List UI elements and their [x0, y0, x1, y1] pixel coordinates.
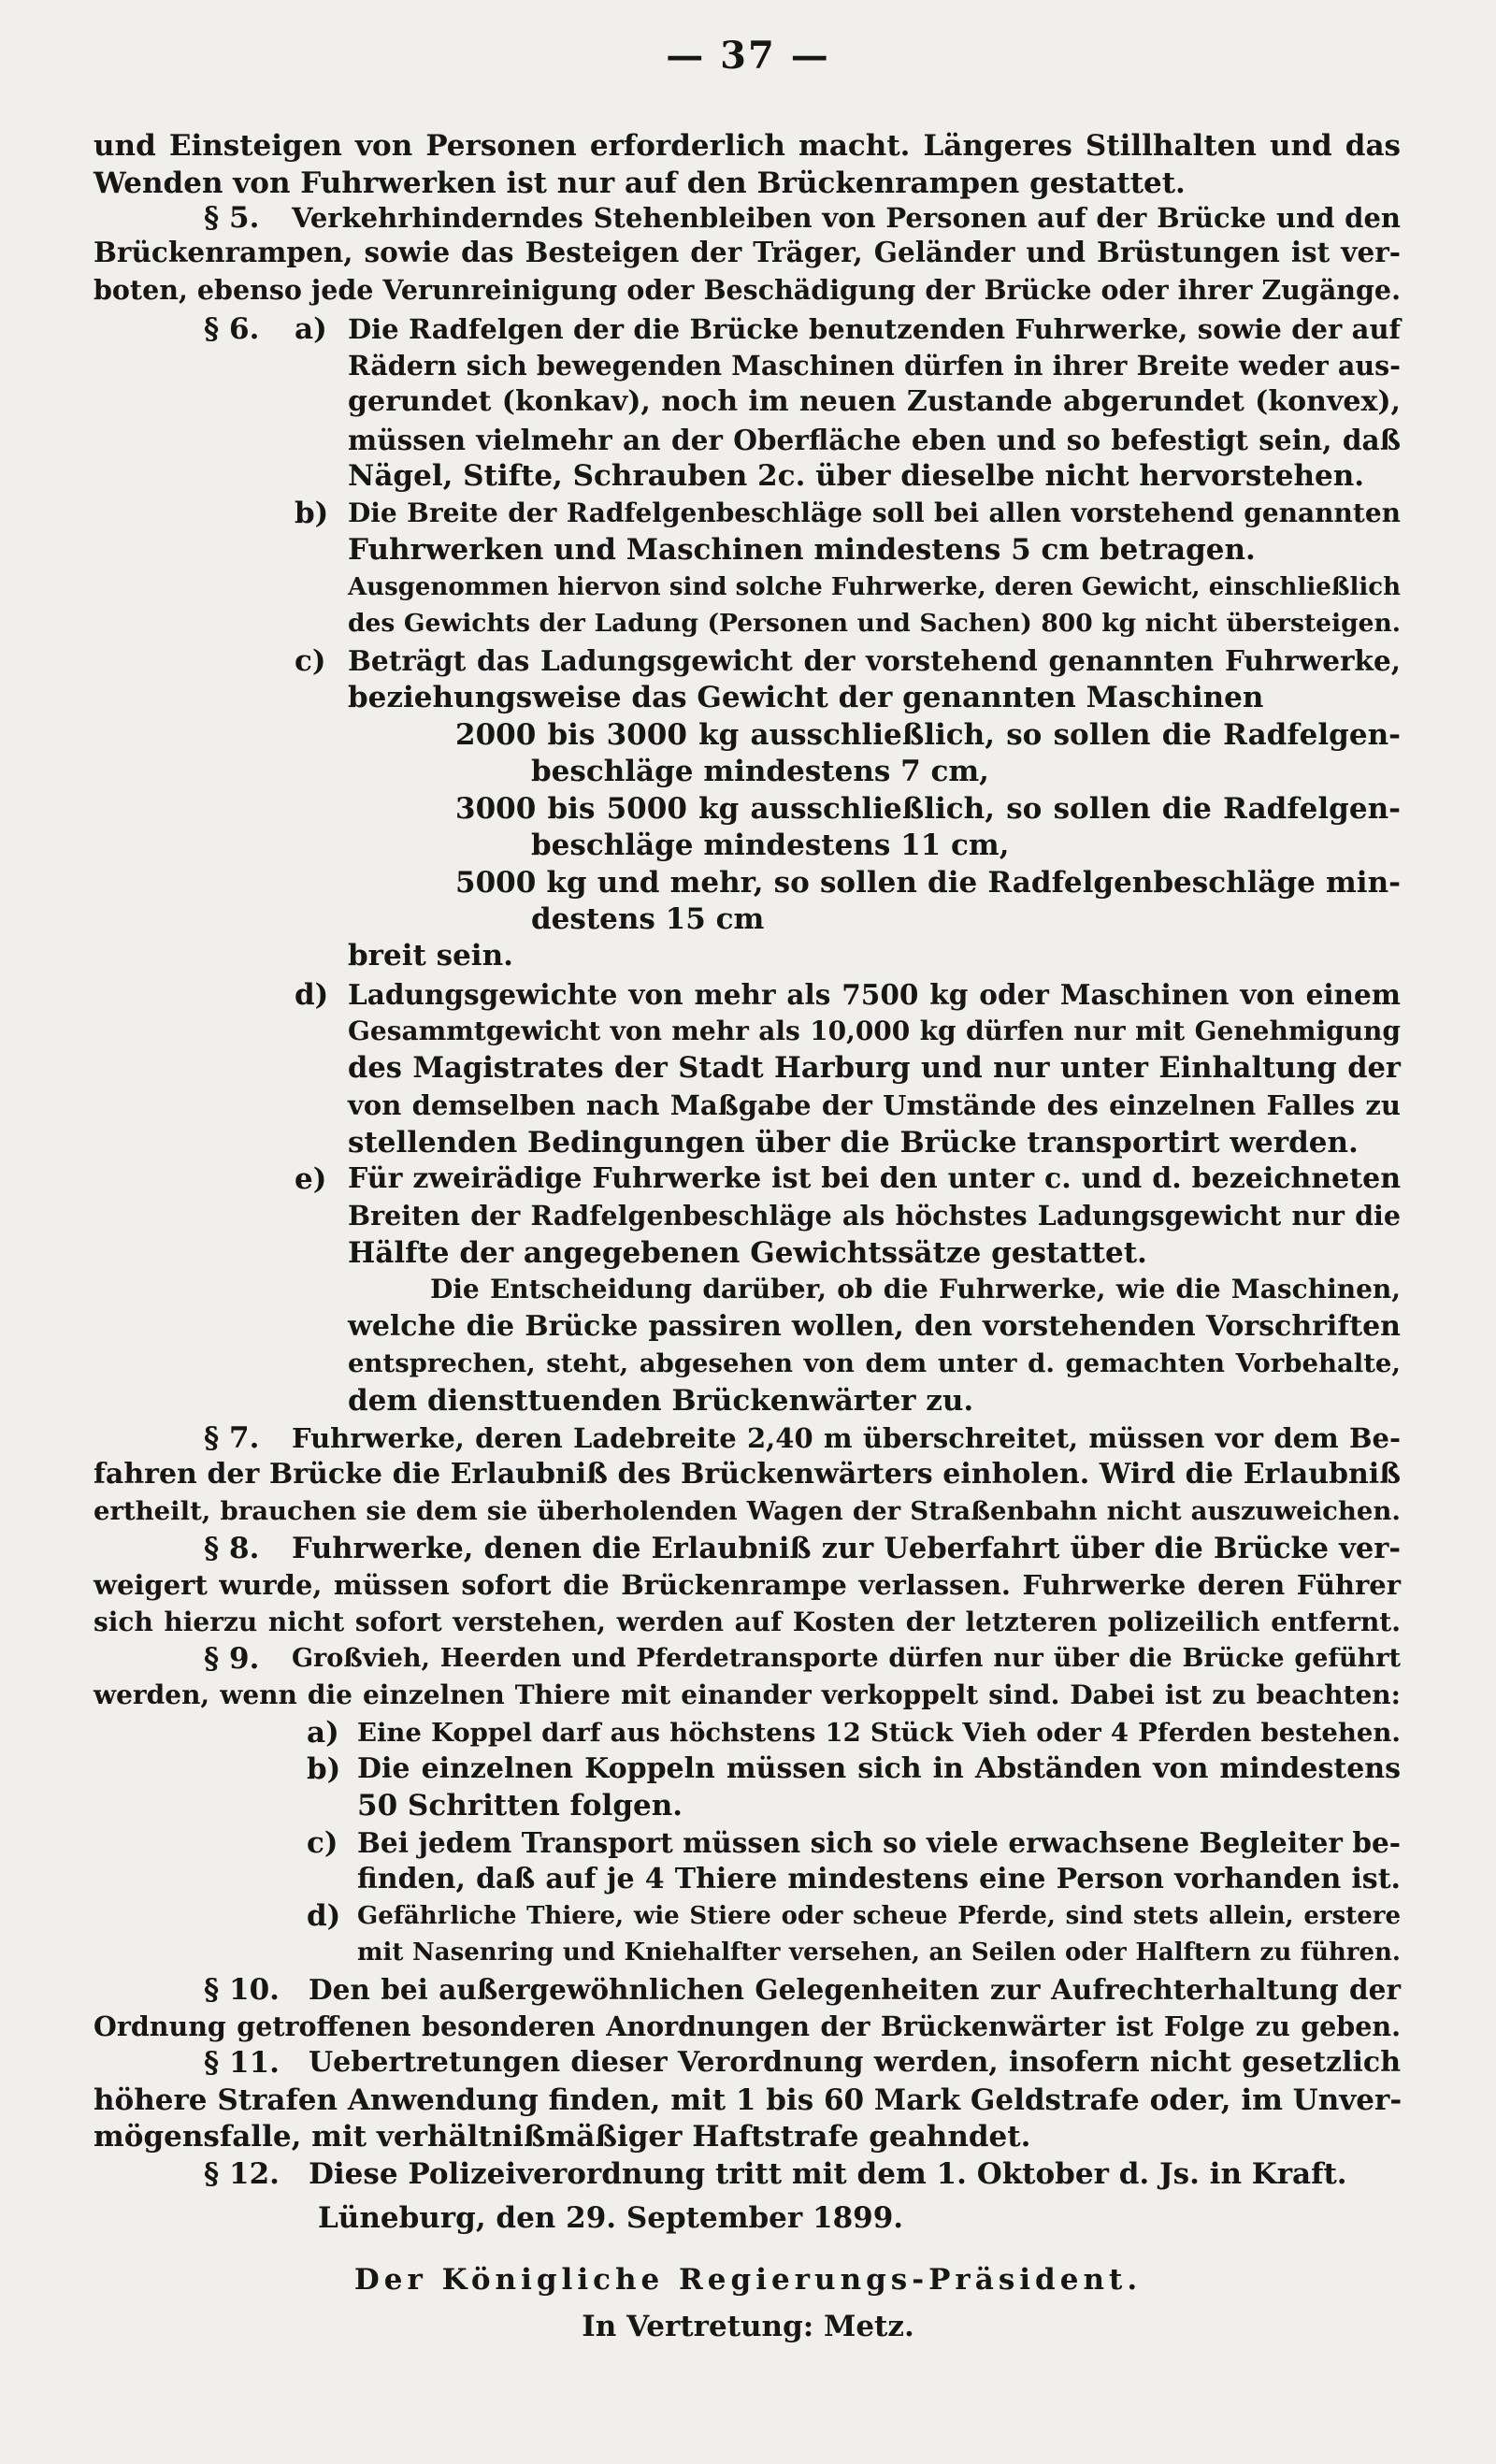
text-line: beschläge mindestens 11 cm, [531, 829, 1010, 862]
item-label: c) [295, 644, 326, 678]
text-line: weigert wurde, müssen sofort die Brückenrampe verlassen. Fuhrwerke deren Führer [94, 1569, 1401, 1601]
text-line: Großvieh, Heerden und Pferdetransporte dürfen nur über die Brücke geführt [292, 1644, 1401, 1673]
item-label: b) [307, 1752, 341, 1786]
text-line: Gefährliche Thiere, wie Stiere oder scheue Pferde, sind stets allein, erstere [357, 1902, 1401, 1930]
text-line: stellenden Bedingungen über die Brücke transportirt werden. [348, 1126, 1359, 1160]
text-line: mit Nasenring und Kniehalfter versehen, an Seilen oder Halftern zu führen. [357, 1938, 1401, 1967]
item-label: b) [295, 497, 329, 530]
page-number: — 37 — [666, 34, 830, 78]
text-line: Nägel, Stifte, Schrauben 2c. über dieselbe nicht hervorstehen. [348, 459, 1365, 493]
text-line: und Einsteigen von Personen erforderlich macht. Längeres Stillhalten und das [94, 129, 1401, 163]
text-line: Hälfte der angegebenen Gewichtssätze gestattet. [348, 1236, 1147, 1270]
text-line: gerundet (konkav), noch im neuen Zustande abgerundet (konvex), [348, 385, 1401, 418]
text-line: müssen vielmehr an der Oberfläche eben und so befestigt sein, daß [348, 424, 1401, 456]
text-line: des Gewichts der Ladung (Personen und Sachen) 800 kg nicht übersteigen. [348, 609, 1401, 638]
text-line: Breiten der Radfelgenbeschläge als höchstes Ladungsgewicht nur die [348, 1200, 1401, 1232]
item-label: c) [307, 1826, 338, 1860]
section-label: § 11. [204, 2046, 280, 2080]
text-line: höhere Strafen Anwendung finden, mit 1 bis 60 Mark Geldstrafe oder, im Unver- [94, 2083, 1402, 2117]
section-label: § 9. [204, 1642, 260, 1676]
section-label: § 10. [204, 1973, 280, 2007]
text-line: Gesammtgewicht von mehr als 10,000 kg dürfen nur mit Genehmigung [348, 1016, 1401, 1046]
text-line: Verkehrhinderndes Stehenbleiben von Personen auf der Brücke und den [292, 202, 1401, 234]
text-line: Fuhrwerke, deren Ladebreite 2,40 m überschreitet, müssen vor dem Be- [292, 1422, 1401, 1454]
item-label: e) [295, 1162, 327, 1196]
section-label: § 6. [204, 312, 260, 346]
text-line: von demselben nach Maßgabe der Umstände des einzelnen Falles zu [348, 1089, 1401, 1121]
text-line: Diese Polizeiverordnung tritt mit dem 1. Oktober d. Js. in Kraft. [309, 2157, 1347, 2191]
text-line: sich hierzu nicht sofort verstehen, werden auf Kosten der letzteren polizeilich entfernt. [94, 1607, 1401, 1637]
text-line: Fuhrwerke, denen die Erlaubniß zur Ueberfahrt über die Brücke ver- [292, 1532, 1401, 1565]
text-line: Bei jedem Transport müssen sich so viele erwachsene Begleiter be- [357, 1826, 1401, 1859]
section-label: § 8. [204, 1532, 260, 1565]
signature-deputy: In Vertretung: Metz. [582, 2310, 914, 2343]
item-label: a) [295, 312, 327, 346]
text-line: beschläge mindestens 7 cm, [531, 755, 989, 788]
text-line: Rädern sich bewegenden Maschinen dürfen in ihrer Breite weder aus- [348, 350, 1401, 382]
text-line: 5000 kg und mehr, so sollen die Radfelgenbeschläge min- [455, 866, 1401, 900]
text-line: Ladungsgewichte von mehr als 7500 kg oder Maschinen von einem [348, 978, 1401, 1011]
text-line: 3000 bis 5000 kg ausschließlich, so sollen die Radfelgen- [455, 792, 1401, 826]
text-line: Für zweirädige Fuhrwerke ist bei den unter c. und d. bezeichneten [348, 1162, 1401, 1195]
text-line: Brückenrampen, sowie das Besteigen der Träger, Geländer und Brüstungen ist ver- [94, 236, 1401, 268]
text-line: beziehungsweise das Gewicht der genannten Maschinen [348, 681, 1264, 714]
text-line: finden, daß auf je 4 Thiere mindestens eine Person vorhanden ist. [357, 1863, 1401, 1895]
text-line: Eine Koppel darf aus höchstens 12 Stück Vieh oder 4 Pferden bestehen. [357, 1718, 1401, 1748]
text-line: Wenden von Fuhrwerken ist nur auf den Brückenrampen gestattet. [94, 166, 1186, 200]
section-label: § 7. [204, 1421, 260, 1455]
item-label: d) [295, 978, 329, 1012]
text-line: Die Breite der Radfelgenbeschläge soll bei allen vorstehend genannten [348, 497, 1401, 528]
text-line: dem diensttuenden Brückenwärter zu. [348, 1384, 974, 1418]
place-date: Lüneburg, den 29. September 1899. [318, 2201, 904, 2235]
text-line: Uebertretungen dieser Verordnung werden, insofern nicht gesetzlich [309, 2046, 1401, 2079]
text-line: entsprechen, steht, abgesehen von dem unter d. gemachten Vorbehalte, [348, 1348, 1401, 1378]
text-line: Beträgt das Ladungsgewicht der vorstehend genannten Fuhrwerke, [348, 644, 1401, 677]
text-line: Die einzelnen Koppeln müssen sich in Abständen von mindestens [357, 1752, 1401, 1785]
text-line: breit sein. [348, 939, 513, 973]
section-label: § 12. [204, 2157, 280, 2191]
text-line: des Magistrates der Stadt Harburg und nur unter Einhaltung der [348, 1051, 1401, 1085]
text-line: ertheilt, brauchen sie dem sie überholenden Wagen der Straßenbahn nicht auszuweichen. [94, 1496, 1401, 1526]
text-line: werden, wenn die einzelnen Thiere mit einander verkoppelt sind. Dabei ist zu beachten: [94, 1679, 1401, 1710]
text-line: 2000 bis 3000 kg ausschließlich, so sollen die Radfelgen- [455, 718, 1401, 752]
text-line: mögensfalle, mit verhältnißmäßiger Haftstrafe geahndet. [94, 2120, 1031, 2154]
text-line: boten, ebenso jede Verunreinigung oder Beschädigung der Brücke oder ihrer Zugänge. [94, 274, 1401, 306]
section-label: § 5. [204, 201, 260, 235]
signature-title: Der Königliche Regierungs-Präsident. [353, 2263, 1143, 2297]
item-label: d) [307, 1899, 341, 1933]
text-line: Fuhrwerken und Maschinen mindestens 5 cm betragen. [348, 533, 1256, 567]
text-line: Ordnung getroffenen besonderen Anordnungen der Brückenwärter ist Folge zu geben. [94, 2010, 1401, 2042]
text-line: welche die Brücke passiren wollen, den vorstehenden Vorschriften [348, 1310, 1401, 1343]
text-line: Den bei außergewöhnlichen Gelegenheiten zur Aufrechterhaltung der [309, 1973, 1401, 2006]
text-line: 50 Schritten folgen. [357, 1789, 683, 1823]
text-line: fahren der Brücke die Erlaubniß des Brückenwärters einholen. Wird die Erlaubniß [94, 1458, 1401, 1491]
item-label: a) [307, 1716, 339, 1750]
text-line: Ausgenommen hiervon sind solche Fuhrwerke, deren Gewicht, einschließlich [348, 573, 1401, 601]
text-line: destens 15 cm [531, 902, 765, 936]
text-line: Die Entscheidung darüber, ob die Fuhrwerke, wie die Maschinen, [430, 1274, 1401, 1304]
text-line: Die Radfelgen der die Brücke benutzenden Fuhrwerke, sowie der auf [348, 313, 1401, 345]
